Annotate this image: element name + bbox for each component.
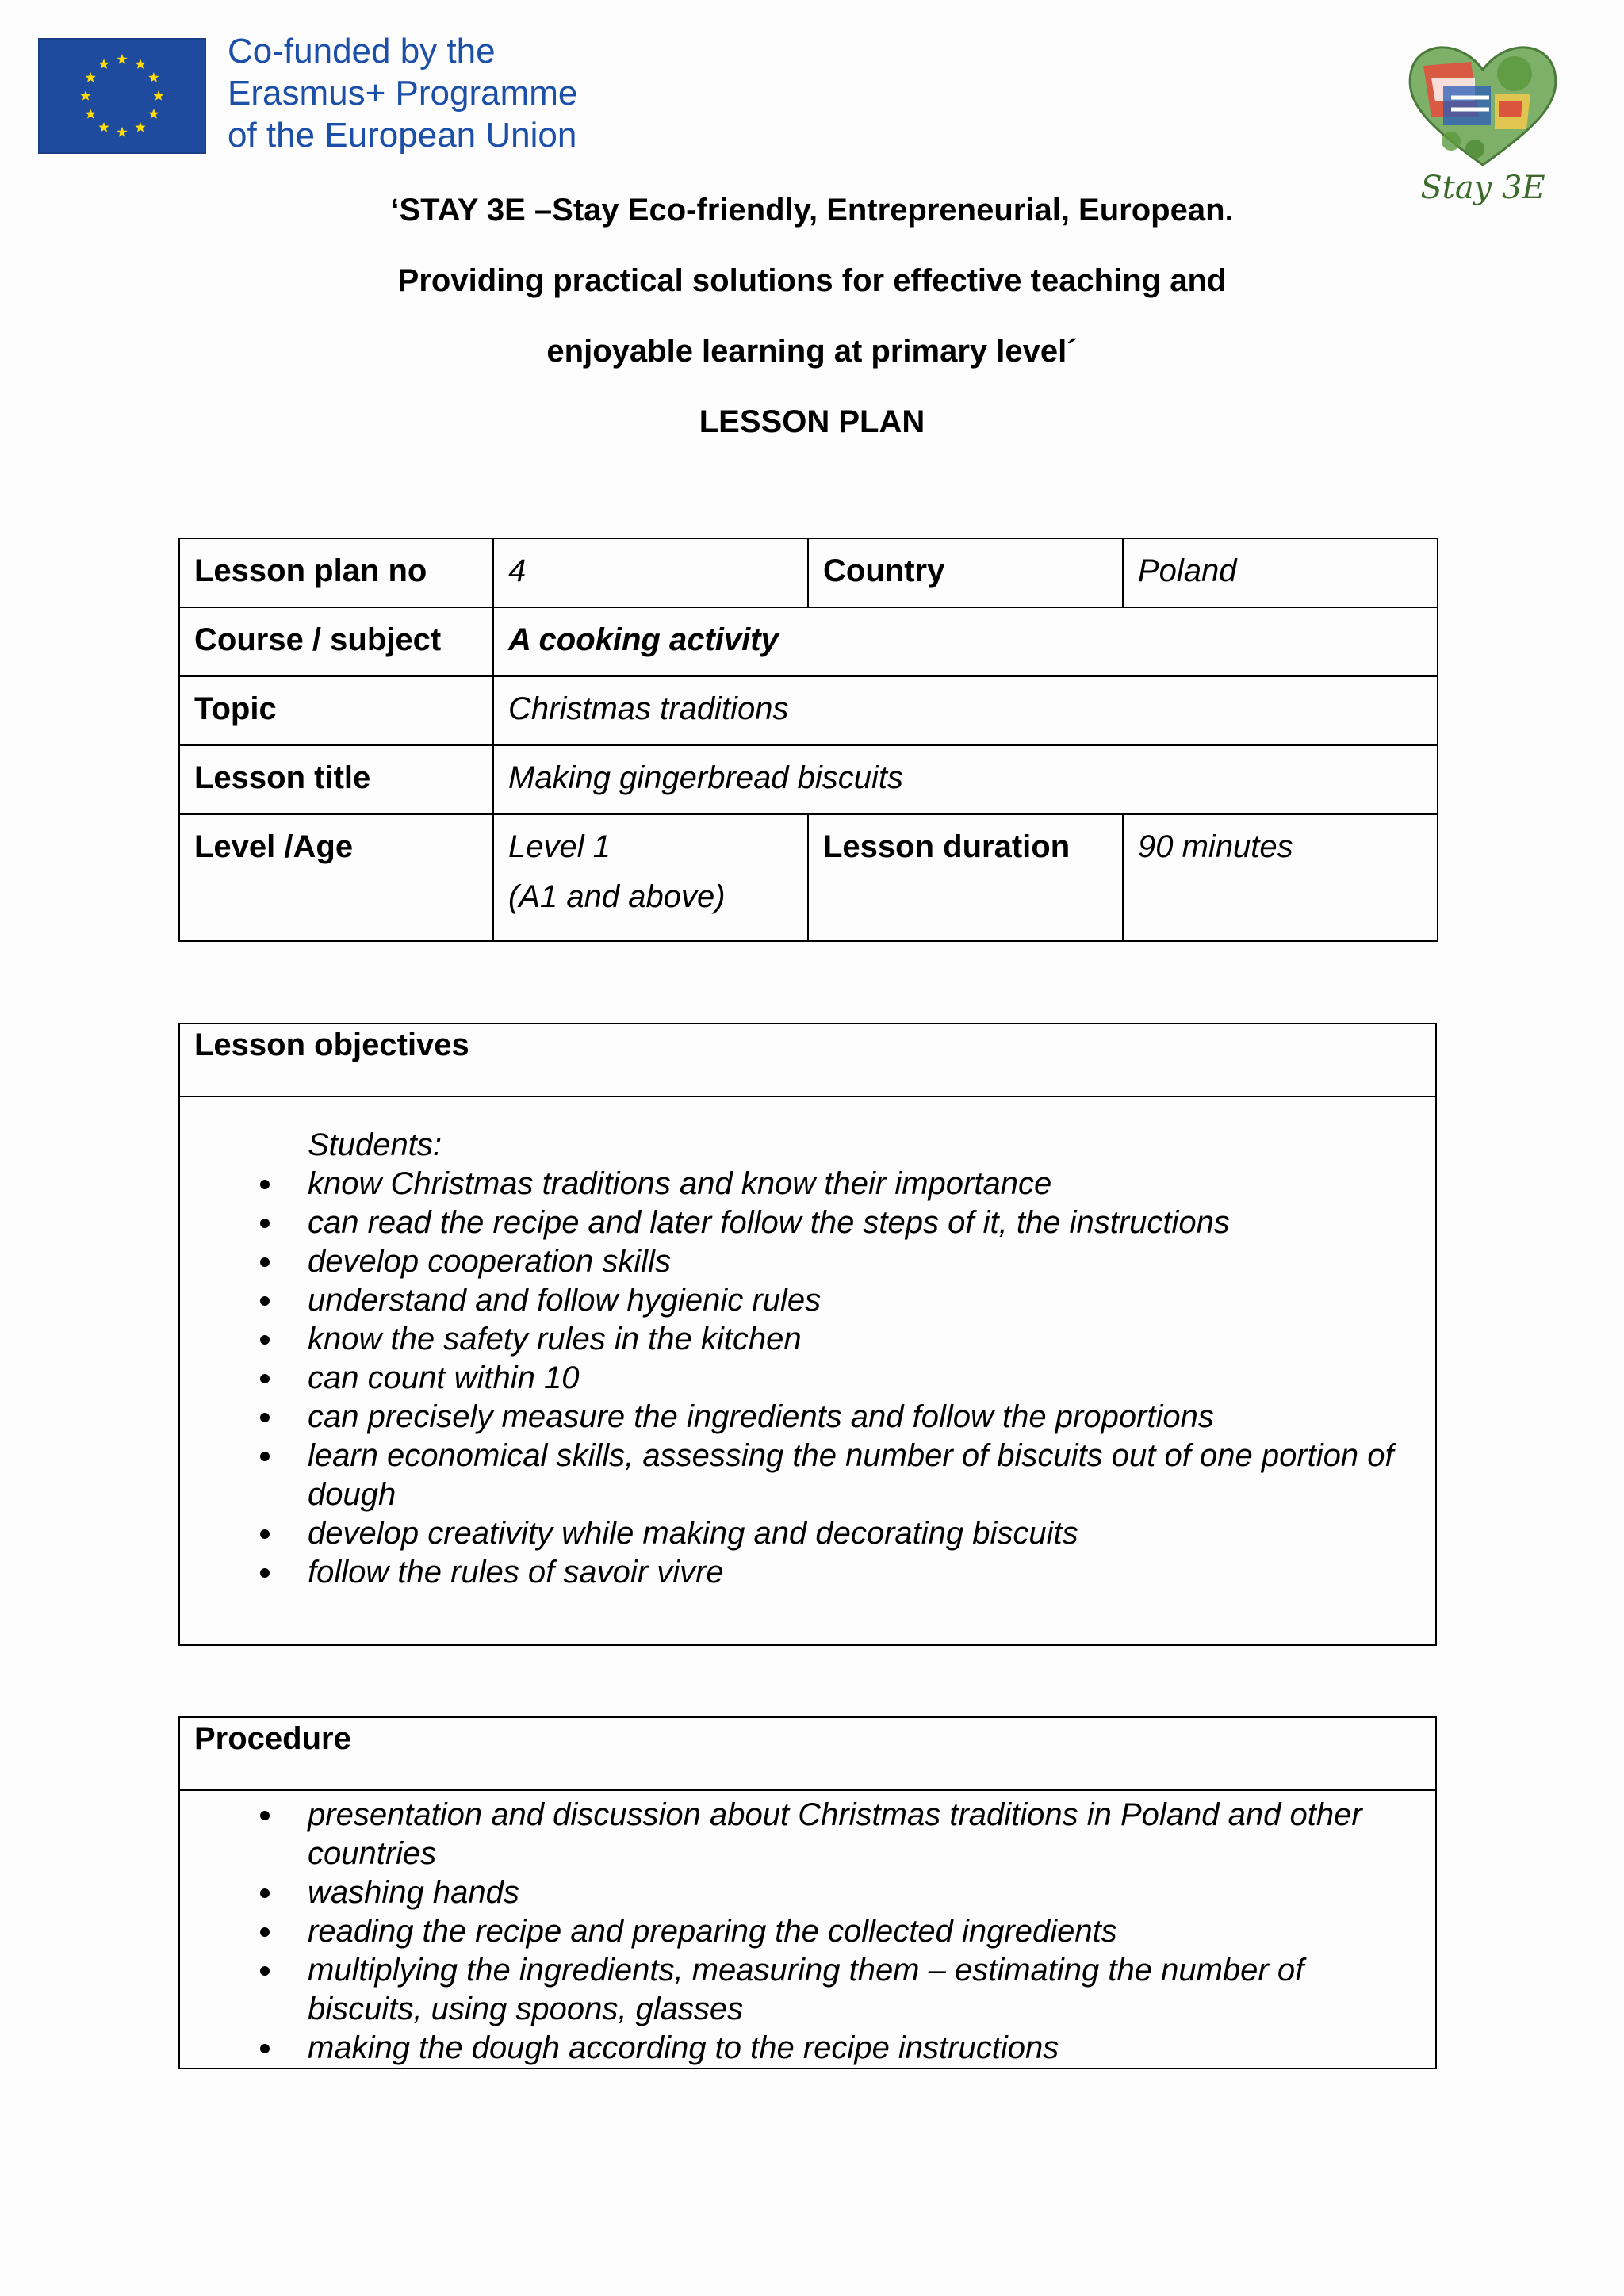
eu-star-icon	[98, 122, 109, 132]
table-row	[179, 1790, 1436, 2068]
list-item: can read the recipe and later follow the steps of it, the instructions	[194, 1203, 1421, 1242]
list-item: learn economical skills, assessing the number of biscuits out of one portion of dough	[194, 1437, 1421, 1514]
lesson-title-value: Making gingerbread biscuits	[493, 745, 1438, 814]
table-row	[179, 814, 1438, 941]
bullet-icon	[260, 1219, 270, 1228]
table-row	[179, 745, 1438, 814]
procedure-table	[178, 1716, 1437, 2069]
lesson-title-label: Lesson title	[179, 745, 493, 814]
eu-star-icon	[135, 59, 145, 69]
objectives-cell	[179, 1096, 1436, 1645]
procedure-list	[194, 1796, 1421, 2068]
lesson-plan-heading: LESSON PLAN	[699, 404, 925, 439]
bullet-icon	[260, 1927, 270, 1937]
list-item: know the safety rules in the kitchen	[194, 1320, 1421, 1359]
list-item: understand and follow hygienic rules	[194, 1281, 1421, 1320]
project-title-line-1: ‘STAY 3E –Stay Eco-friendly, Entrepreneurial, European.	[390, 193, 1234, 228]
table-row	[179, 676, 1438, 745]
list-item: making the dough according to the recipe instructions	[194, 2029, 1421, 2068]
eu-stars-icon	[40, 40, 205, 152]
level-line-2: (A1 and above)	[508, 879, 726, 914]
eu-line: Co-funded by the	[228, 32, 496, 71]
list-item: multiplying the ingredients, measuring them – estimating the number of biscuits, using spoons, glasses	[194, 1951, 1421, 2029]
lesson-info-table	[178, 538, 1438, 942]
eu-star-icon	[148, 109, 159, 119]
procedure-cell	[179, 1790, 1436, 2068]
course-value: A cooking activity	[493, 607, 1438, 676]
list-item: can precisely measure the ingredients and follow the proportions	[194, 1398, 1421, 1437]
project-title-line-3: enjoyable learning at primary level´	[546, 334, 1078, 369]
eu-star-icon	[117, 54, 127, 64]
bullet-icon	[260, 1811, 270, 1820]
level-value	[493, 814, 808, 941]
eu-star-icon	[80, 90, 90, 101]
eu-line: Erasmus+ Programme	[228, 74, 578, 113]
list-item: follow the rules of savoir vivre	[194, 1553, 1421, 1592]
table-row	[179, 1024, 1436, 1096]
table-row	[179, 1717, 1436, 1790]
bullet-icon	[260, 1529, 270, 1539]
logo-text: Stay 3E	[1420, 170, 1545, 206]
eu-star-icon	[148, 72, 159, 82]
bullet-icon	[260, 1966, 270, 1976]
list-item: reading the recipe and preparing the collected ingredients	[194, 1912, 1421, 1951]
list-item: know Christmas traditions and know their importance	[194, 1165, 1421, 1203]
country-label: Country	[808, 538, 1123, 607]
bullet-icon	[260, 1257, 270, 1267]
list-item: develop cooperation skills	[194, 1242, 1421, 1281]
level-label: Level /Age	[179, 814, 493, 941]
objectives-heading: Lesson objectives	[179, 1024, 1436, 1096]
lesson-plan-no-value: 4	[493, 538, 808, 607]
duration-label: Lesson duration	[808, 814, 1123, 941]
eu-star-icon	[153, 90, 163, 101]
table-row	[179, 607, 1438, 676]
lesson-plan-no-label: Lesson plan no	[179, 538, 493, 607]
project-title-line-2: Providing practical solutions for effective teaching and	[397, 263, 1227, 298]
topic-label: Topic	[179, 676, 493, 745]
stay-3e-heart-logo	[1396, 30, 1570, 212]
objectives-list	[194, 1165, 1421, 1592]
bullet-icon	[260, 1888, 270, 1898]
bullet-icon	[260, 2044, 270, 2053]
eu-cofunded-text	[228, 30, 577, 156]
procedure-heading: Procedure	[179, 1717, 1436, 1790]
bullet-icon	[260, 1452, 270, 1461]
eu-star-icon	[86, 109, 96, 119]
list-item: presentation and discussion about Christmas traditions in Poland and other countries	[194, 1796, 1421, 1873]
bullet-icon	[260, 1568, 270, 1578]
list-item: develop creativity while making and decorating biscuits	[194, 1514, 1421, 1553]
eu-star-icon	[98, 59, 109, 69]
duration-value: 90 minutes	[1123, 814, 1438, 941]
table-row	[179, 1096, 1436, 1645]
eu-star-icon	[135, 122, 145, 132]
bullet-icon	[260, 1335, 270, 1345]
table-row	[179, 538, 1438, 607]
eu-star-icon	[117, 127, 127, 137]
bullet-icon	[260, 1180, 270, 1189]
level-line-1: Level 1	[508, 829, 611, 864]
course-label: Course / subject	[179, 607, 493, 676]
bullet-icon	[260, 1374, 270, 1383]
bullet-icon	[260, 1296, 270, 1306]
list-item: can count within 10	[194, 1359, 1421, 1398]
topic-value: Christmas traditions	[493, 676, 1438, 745]
bullet-icon	[260, 1413, 270, 1422]
objectives-table	[178, 1023, 1437, 1646]
list-item: washing hands	[194, 1873, 1421, 1912]
eu-flag-logo	[38, 38, 206, 154]
eu-line: of the European Union	[228, 116, 577, 155]
objectives-intro: Students:	[308, 1127, 442, 1162]
eu-star-icon	[86, 72, 96, 82]
country-value: Poland	[1123, 538, 1438, 607]
